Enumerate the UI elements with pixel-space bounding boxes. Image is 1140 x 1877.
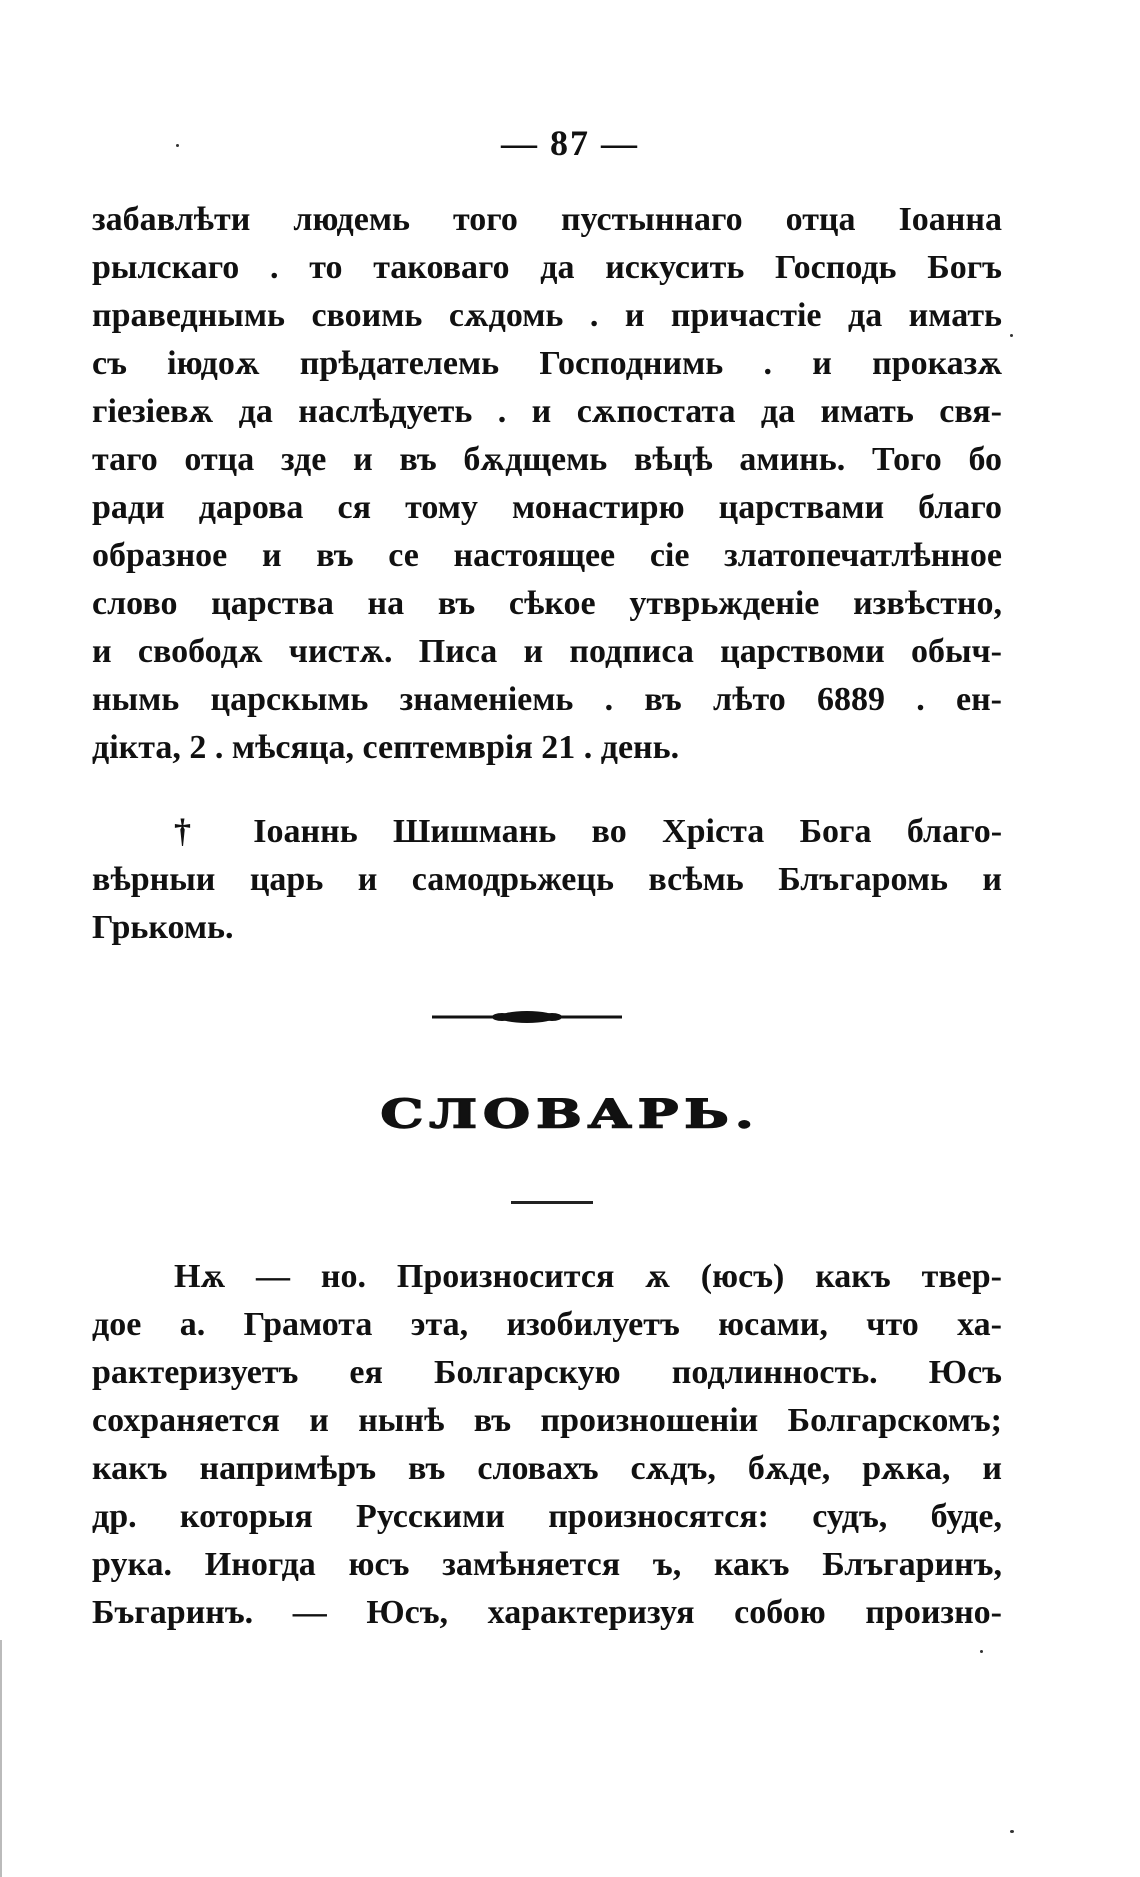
text-line: таго отца зде и въ бѫдщемь вѣцѣ аминь. Того бо: [92, 441, 1002, 478]
page-number: — 87 —: [501, 123, 639, 163]
text-line: и свободѫ чистѫ. Писа и подписа царствоми обыч-: [92, 633, 1002, 670]
glossary-entry: [92, 1253, 1002, 1637]
text-line: забавлѣти людемь того пустыннаго отца Іоанна: [92, 201, 1002, 238]
text-line: [92, 808, 1002, 856]
signature-text: Іоаннь Шишмань во Хріста Бога благо-: [253, 813, 1003, 850]
text-line: нымь царскымь знаменіемь . въ лѣто 6889 . ен-: [92, 681, 1002, 718]
text-line: Нѫ — но. Произносится ѫ (юсъ) какъ твер-: [174, 1258, 1002, 1295]
text-line: съ іюдоѫ прѣдателемь Господнимь . и проказѫ: [92, 345, 1002, 382]
text-line: рылскаго . то таковаго да искусить Господь Богъ: [92, 249, 1002, 286]
text-line: дікта, 2 . мѣсяца, септемврія 21 . день.: [92, 729, 680, 766]
charter-closing-paragraph: [92, 196, 1002, 772]
cross-icon: †: [174, 813, 218, 850]
text-line: др. которыя Русскими произносятся: судъ, буде,: [92, 1498, 1002, 1535]
text-line: гіезіевѫ да наслѣдуеть . и сѫпостата да имать свя-: [92, 393, 1002, 430]
scan-speck: [176, 144, 179, 147]
text-line: Грькомь.: [92, 909, 234, 946]
text-line: какъ напримѣръ въ словахъ сѫдъ, бѫде, рѫка, и: [92, 1450, 1002, 1487]
scan-speck: [1010, 1830, 1014, 1833]
text-line: дое а. Грамота эта, изобилуетъ юсами, что ха-: [92, 1306, 1002, 1343]
text-line: рактеризуетъ ея Болгарскую подлинность. Юсъ: [92, 1354, 1002, 1391]
scan-speck: [980, 1650, 983, 1653]
heading-rule: [511, 1201, 593, 1204]
text-line: ради дарова ся тому монастирю царствами благо: [92, 489, 1002, 526]
section-heading: СЛОВАРЬ.: [380, 1090, 760, 1138]
text-line: рука. Иногда юсъ замѣняется ъ, какъ Блъгаринъ,: [92, 1546, 1002, 1583]
ornament-divider: [432, 1010, 622, 1024]
text-line: образное и въ се настоящее сіе златопечатлѣнное: [92, 537, 1002, 574]
signature-paragraph: [92, 808, 1002, 952]
text-line: вѣрныи царь и самодрьжець всѣмь Блъгаромь и: [92, 861, 1002, 898]
text-line: Бъгаринъ. — Юсъ, характеризуя собою произно-: [92, 1594, 1002, 1631]
text-line: праведнымь своимь сѫдомь . и причастіе да имать: [92, 297, 1002, 334]
text-line: слово царства на въ сѣкое утврьжденіе извѣстно,: [92, 585, 1002, 622]
text-line: сохраняется и нынѣ въ произношеніи Болгарскомъ;: [92, 1402, 1002, 1439]
scan-edge: [0, 1640, 2, 1877]
scan-speck: [1010, 334, 1013, 337]
